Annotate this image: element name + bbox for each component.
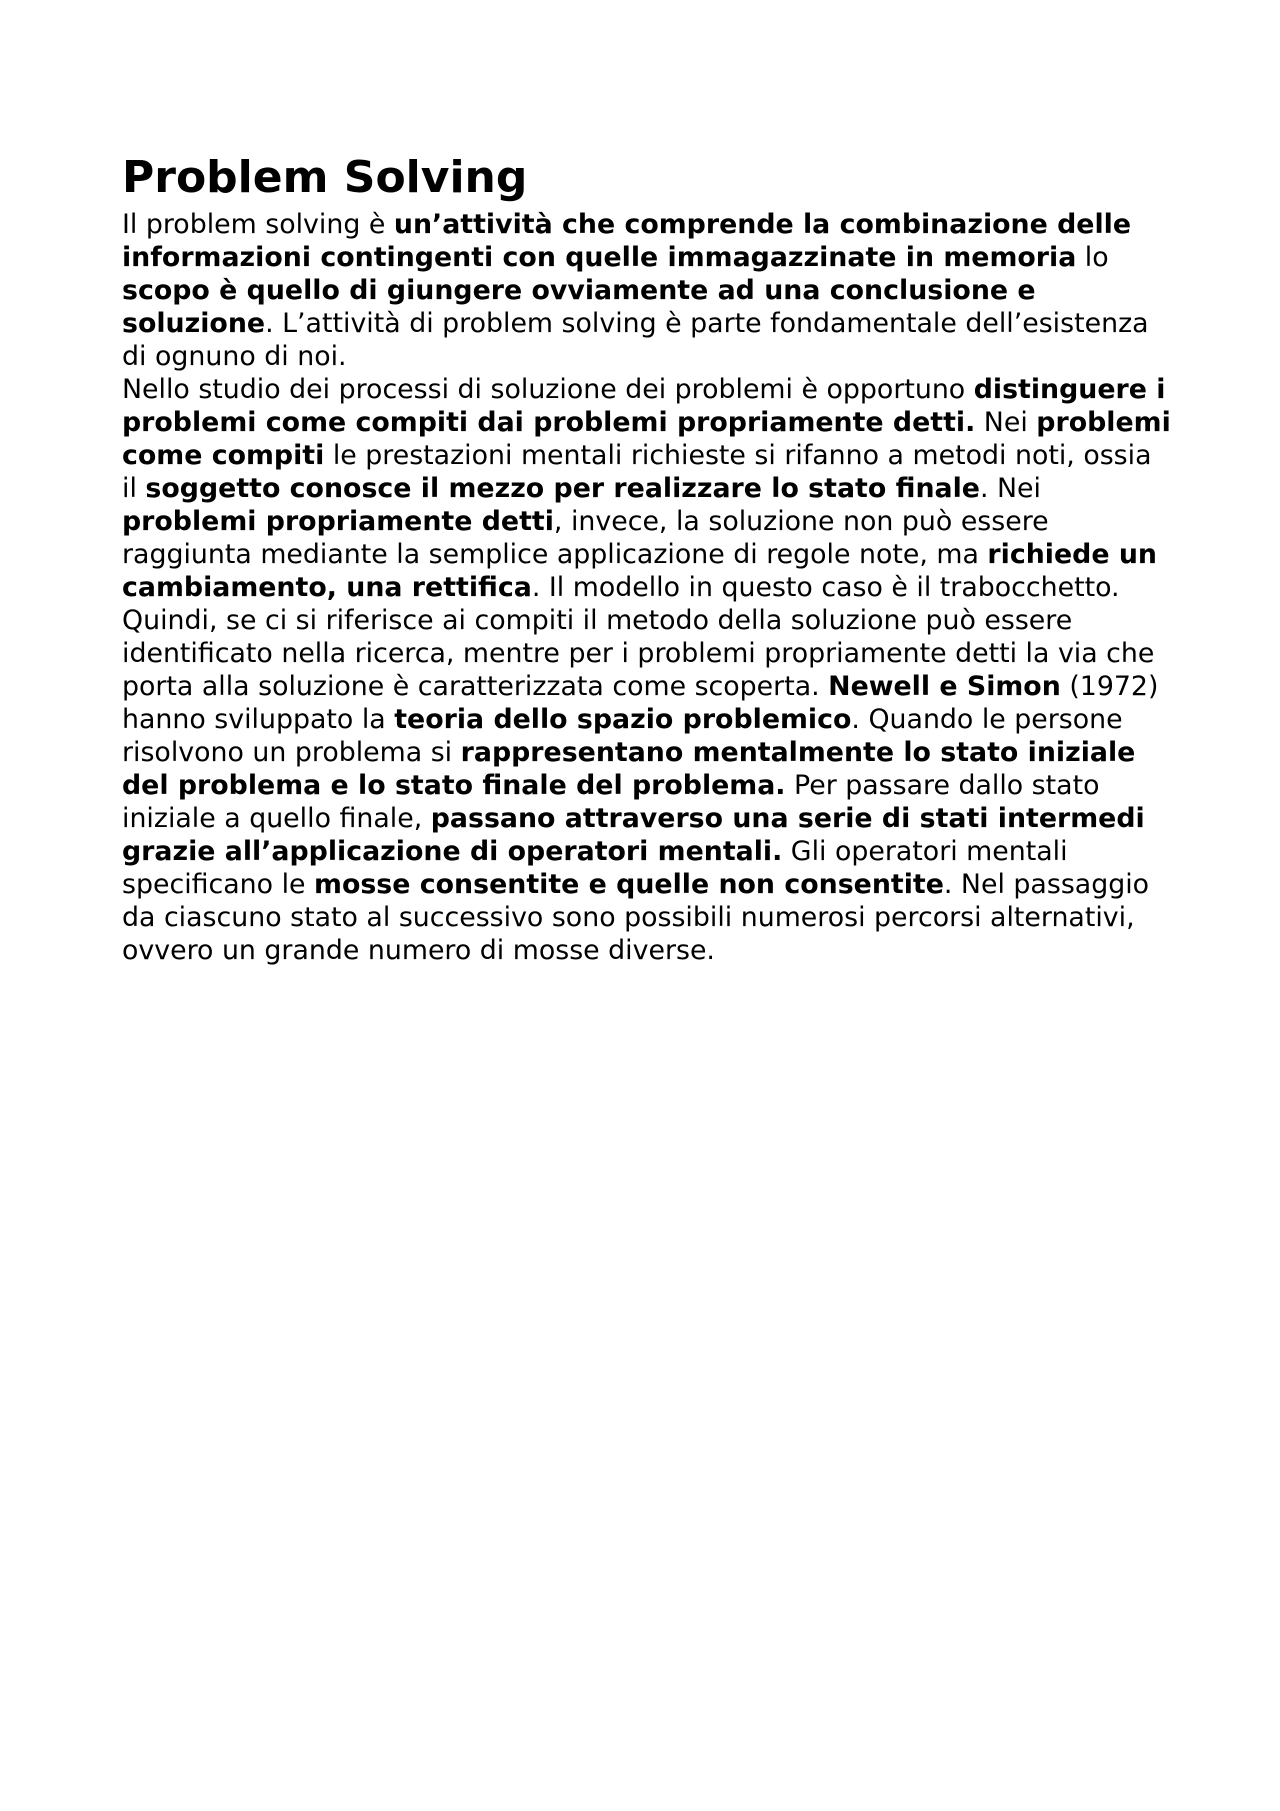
text-segment: , invece, la soluzione non può essere raggiunta mediante la semplice applicazione di regole note, ma: [122, 506, 1049, 570]
bold-segment: problemi come compiti: [122, 407, 1171, 471]
text-segment: le prestazioni mentali richieste si rifanno a metodi noti, ossia il: [122, 440, 1152, 504]
document-title: Problem Solving: [122, 152, 528, 203]
bold-segment: Newell e Simon: [828, 671, 1061, 702]
text-segment: lo: [1076, 242, 1109, 273]
text-segment: Per passare dallo stato iniziale a quello finale,: [122, 770, 1100, 834]
document-body: [122, 148, 1172, 967]
text-segment: . Il modello in questo caso è il trabocchetto. Quindi, se ci si riferisce ai compiti il metodo della soluzione può essere identificato nella ricerca, mentre per i problemi propriamente detti la via che porta alla soluzione è caratterizzata come scoperta.: [122, 572, 1155, 702]
bold-segment: passano attraverso una serie di stati intermedi grazie all’applicazione di operatori mentali.: [122, 803, 1145, 867]
bold-segment: rappresentano mentalmente lo stato iniziale del problema e lo stato finale del problema.: [122, 737, 1136, 801]
bold-segment: scopo è quello di giungere ovviamente ad una conclusione e soluzione: [122, 275, 1036, 339]
bold-segment: un’attività che comprende la combinazione delle informazioni contingenti con quelle immagazzinate in memoria: [122, 209, 1132, 273]
text-segment: . Nel passaggio da ciascuno stato al successivo sono possibili numerosi percorsi alternativi, ovvero un grande numero di mosse diverse.: [122, 869, 1150, 966]
text-segment: . L’attività di problem solving è parte fondamentale dell’esistenza di ognuno di noi.: [122, 308, 1149, 372]
bold-segment: richiede un cambiamento, una rettifica: [122, 539, 1157, 603]
bold-segment: distinguere i problemi come compiti dai problemi propriamente detti.: [122, 374, 1166, 438]
text-segment: . Nei: [979, 473, 1041, 504]
text-segment: Il problem solving è: [122, 209, 394, 240]
bold-segment: problemi propriamente detti: [122, 506, 554, 537]
text-segment: Gli operatori mentali specificano le: [122, 836, 1068, 900]
text-segment: Nei: [975, 407, 1037, 438]
text-segment: . Quando le persone risolvono un problema si: [122, 704, 1123, 768]
bold-segment: soggetto conosce il mezzo per realizzare lo stato finale: [145, 473, 980, 504]
text-segment: (1972) hanno sviluppato la: [122, 671, 1159, 735]
bold-segment: mosse consentite e quelle non consentite: [314, 869, 944, 900]
paragraph-body: [122, 373, 1172, 967]
text-segment: Nello studio dei processi di soluzione dei problemi è opportuno: [122, 374, 974, 405]
paragraph-intro: [122, 208, 1172, 373]
bold-segment: teoria dello spazio problemico: [394, 704, 852, 735]
